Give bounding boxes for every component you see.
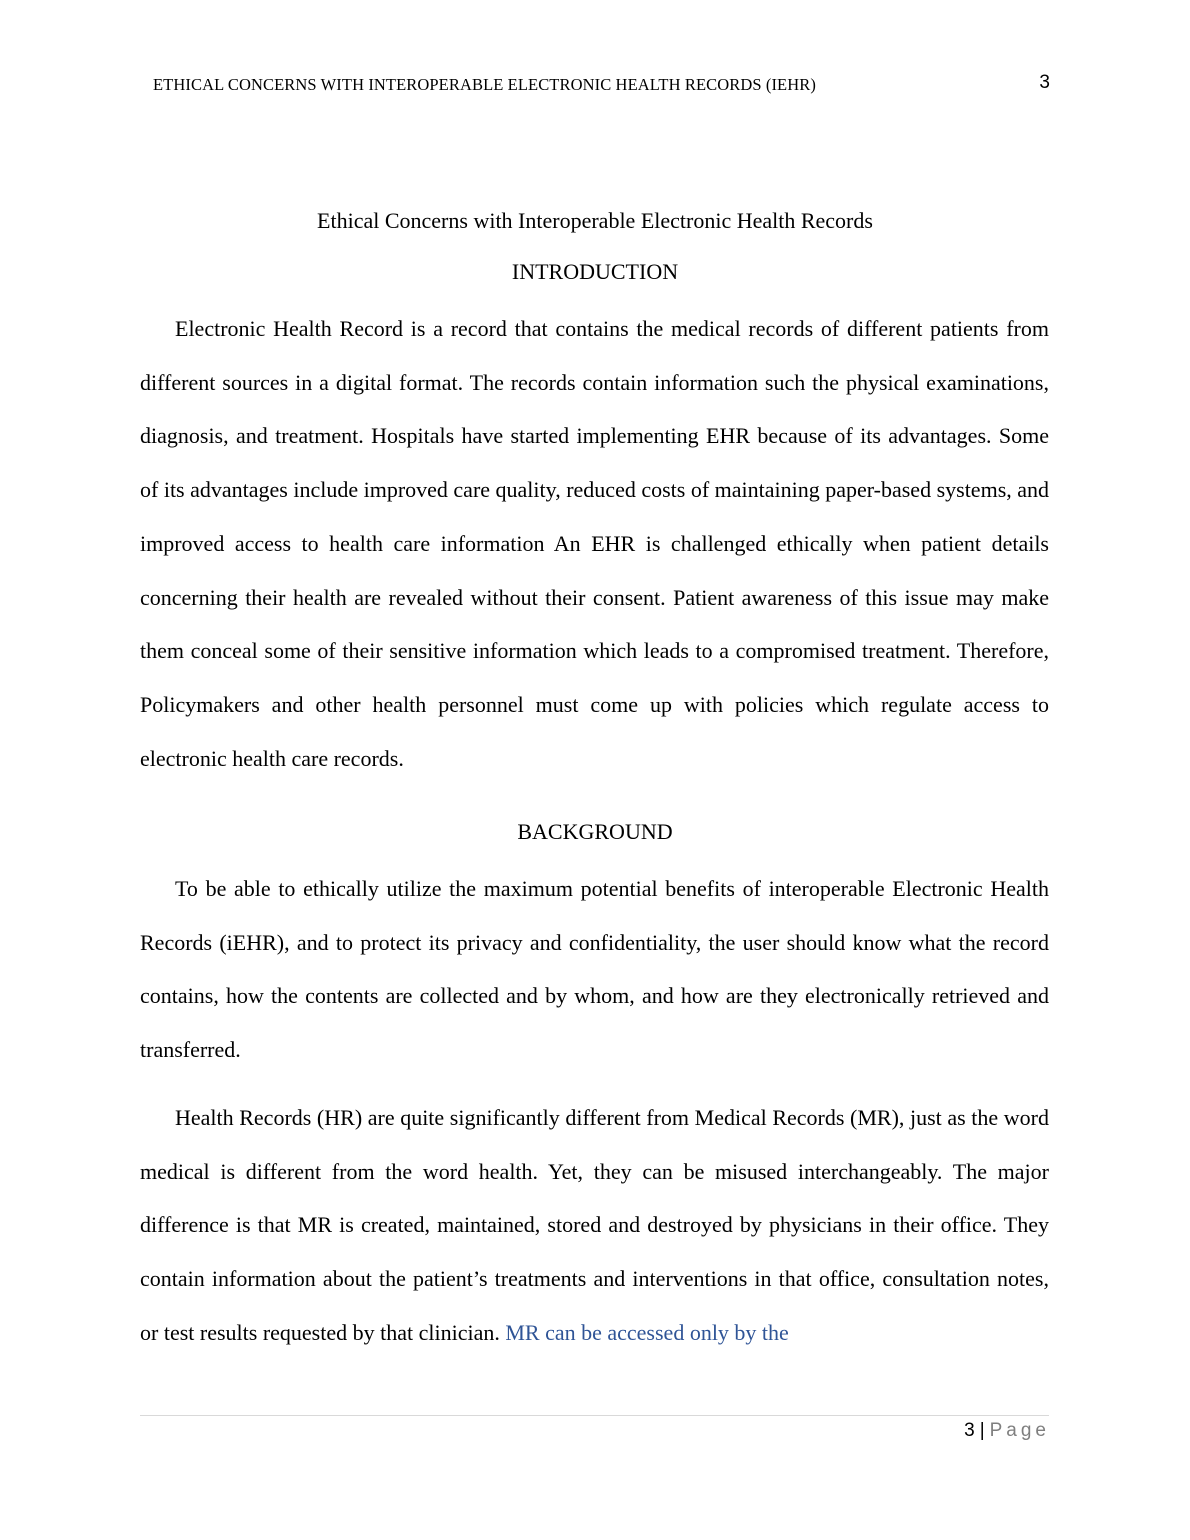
highlighted-text: MR can be accessed only by the (505, 1319, 789, 1345)
footer-page-label: Page (989, 1420, 1050, 1441)
document-title: Ethical Concerns with Interoperable Electronic Health Records (317, 208, 873, 233)
footer-page-number: 3 (964, 1420, 975, 1441)
background-paragraph-1: To be able to ethically utilize the maximum potential benefits of interoperable Electronic Health Records (iEHR), and to protect its privacy and confidentiality, the user should know what the record contains, how the contents are collected and by whom, and how are they electronically retrieved and transferred. (140, 876, 1049, 1063)
section-heading-background: BACKGROUND (517, 819, 673, 844)
background-paragraph-2 (140, 1091, 1049, 1360)
introduction-paragraph: Electronic Health Record is a record that contains the medical records of different patients from different sources in a digital format. The records contain information such the physical examinations, diagnosis, and treatment. Hospitals have started implementing EHR because of its advantages. Some of its advantages include improved care quality, reduced costs of maintaining paper-based systems, and improved access to health care information An EHR is challenged ethically when patient details concerning their health are revealed without their consent. Patient awareness of this issue may make them conceal some of their sensitive information which leads to a compromised treatment. Therefore, Policymakers and other health personnel must come up with policies which regulate access to electronic health care records. (140, 316, 1050, 771)
footer-divider (140, 1415, 1049, 1416)
background-paragraph-2-text: Health Records (HR) are quite significantly different from Medical Records (MR), just as the word medical is different from the word health. Yet, they can be misused interchangeably. The major difference is that MR is created, maintained, stored and destroyed by physicians in their office. They contain information about the patient’s treatments and interventions in that office, consultation notes, or test results requested by that clinician. (140, 1105, 1049, 1345)
running-head: ETHICAL CONCERNS WITH INTEROPERABLE ELECTRONIC HEALTH RECORDS (IEHR) (153, 75, 816, 94)
footer-separator: | (979, 1420, 985, 1441)
footer (964, 1420, 1050, 1442)
header-page-number: 3 (1039, 72, 1050, 93)
section-heading-introduction: INTRODUCTION (511, 259, 679, 284)
